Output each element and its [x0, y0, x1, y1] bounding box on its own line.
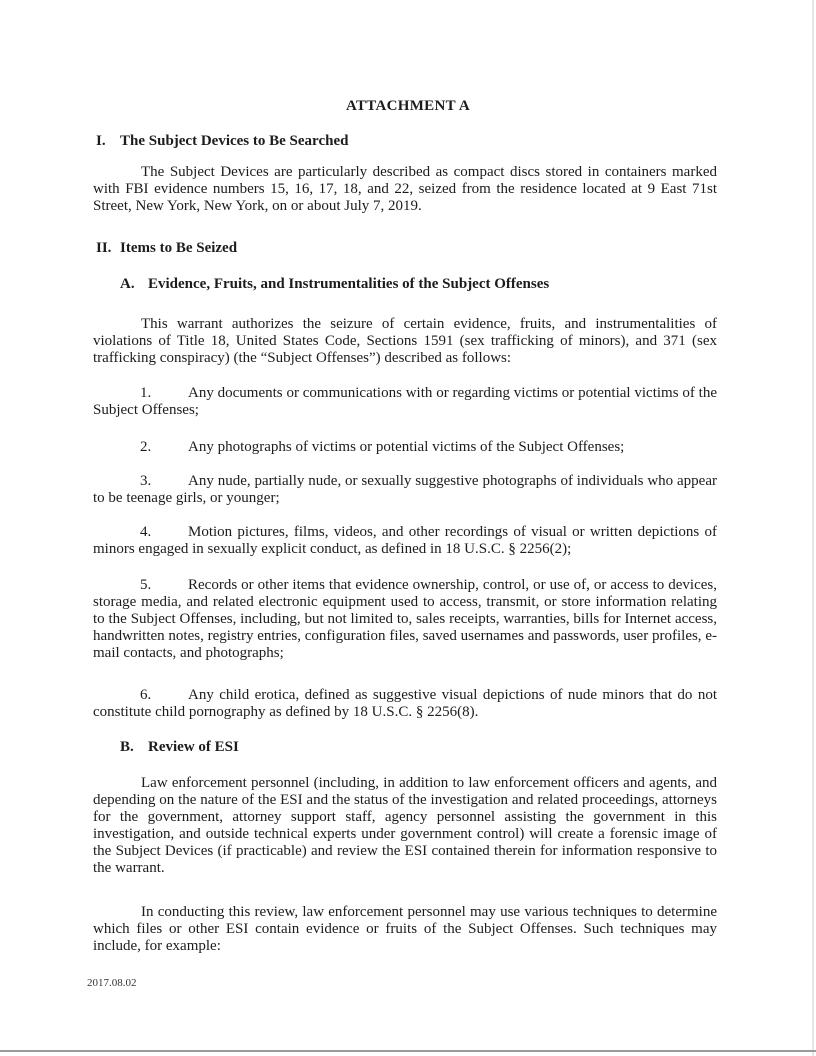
list-item-1-text: Any documents or communications with or regarding victims or potential victims of the Subject Offenses; [93, 385, 717, 418]
section-2-number: II. [96, 240, 112, 256]
subsection-b-paragraph-2: In conducting this review, law enforcement personnel may use various techniques to determine which files or other ESI contain evidence or fruits of the Subject Offenses. Such techniques may include, for example: [93, 904, 717, 954]
subsection-b-letter: B. [120, 739, 134, 755]
list-item-4 [93, 524, 717, 558]
list-item-3-number: 3. [140, 473, 152, 489]
section-2-heading [96, 240, 237, 257]
subsection-b-title: Review of ESI [148, 739, 239, 755]
list-item-1 [93, 385, 717, 419]
subsection-b-heading [120, 739, 239, 756]
section-2-title: Items to Be Seized [120, 240, 238, 256]
footer-version: 2017.08.02 [87, 977, 137, 989]
subsection-b-paragraph-1: Law enforcement personnel (including, in addition to law enforcement officers and agents, and depending on the nature of the ESI and the status of the investigation and related proceedings, attorneys for the government, attorney support staff, agency personnel assisting the government in this investigation, and outside technical experts under government control) will create a forensic image of the Subject Devices (if practicable) and review the ESI contained therein for information responsive to the warrant. [93, 775, 717, 876]
section-1-paragraph: The Subject Devices are particularly described as compact discs stored in containers marked with FBI evidence numbers 15, 16, 17, 18, and 22, seized from the residence located at 9 East 71st Street, New York, New York, on or about July 7, 2019. [93, 164, 717, 214]
list-item-5-text: Records or other items that evidence ownership, control, or use of, or access to devices, storage media, and related electronic equipment used to access, transmit, or store information relating to the Subject Offenses, including, but not limited to, sales receipts, warranties, bills for Internet access, handwritten notes, registry entries, configuration files, saved usernames and passwords, user profiles, e-mail contacts, and photographs; [93, 577, 717, 661]
list-item-3-text: Any nude, partially nude, or sexually suggestive photographs of individuals who appear to be teenage girls, or younger; [93, 473, 717, 506]
list-item-6-text: Any child erotica, defined as suggestive visual depictions of nude minors that do not constitute child pornography as defined by 18 U.S.C. § 2256(8). [93, 687, 717, 720]
scan-bottom-line [0, 1050, 816, 1052]
list-item-2-text: Any photographs of victims or potential victims of the Subject Offenses; [188, 439, 625, 455]
list-item-3 [93, 473, 717, 507]
subsection-a-heading [120, 276, 549, 293]
section-1-heading [96, 133, 348, 150]
page-title: ATTACHMENT A [345, 98, 471, 114]
subsection-a-letter: A. [120, 276, 135, 292]
list-item-1-number: 1. [140, 385, 152, 401]
list-item-2 [93, 439, 717, 456]
subsection-a-title: Evidence, Fruits, and Instrumentalities of the Subject Offenses [148, 276, 550, 292]
list-item-5-number: 5. [140, 577, 152, 593]
list-item-4-text: Motion pictures, films, videos, and other recordings of visual or written depictions of minors engaged in sexually explicit conduct, as defined in 18 U.S.C. § 2256(2); [93, 524, 717, 557]
list-item-5 [93, 577, 717, 662]
list-item-4-number: 4. [140, 524, 152, 540]
list-item-6 [93, 687, 717, 721]
section-1-number: I. [96, 133, 106, 149]
list-item-6-number: 6. [140, 687, 152, 703]
subsection-a-intro: This warrant authorizes the seizure of certain evidence, fruits, and instrumentalities of violations of Title 18, United States Code, Sections 1591 (sex trafficking of minors), and 371 (sex trafficking conspiracy) (the “Subject Offenses”) described as follows: [93, 316, 717, 366]
list-item-2-number: 2. [140, 439, 152, 455]
section-1-title: The Subject Devices to Be Searched [120, 133, 349, 149]
scan-edge-shadow [812, 0, 814, 1056]
